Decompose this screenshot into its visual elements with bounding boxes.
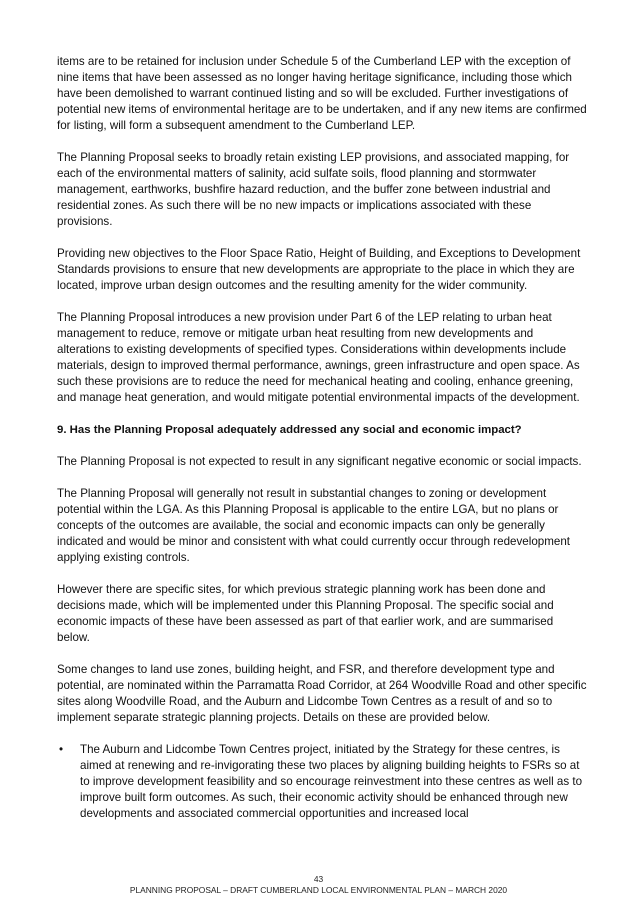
bullet-list — [57, 742, 587, 822]
list-item — [57, 742, 587, 822]
list-item-text: The Auburn and Lidcombe Town Centres project, initiated by the Strategy for these centres, is aimed at renewing and re-invigorating these two places by aligning building heights to FSRs so at to improve development feasibility and so encourage reinvestment into these centres as well as to improve built form outcomes. As such, their economic activity should be enhanced through new developments and associated commercial opportunities and increased local — [80, 743, 583, 820]
body-paragraph: However there are specific sites, for which previous strategic planning work has been done and decisions made, which will be implemented under this Planning Proposal. The specific social and economic impacts of these have been assessed as part of that earlier work, and are summarised below. — [57, 583, 554, 644]
body-paragraph: The Planning Proposal is not expected to result in any significant negative economic or social impacts. — [57, 455, 582, 468]
page-body — [57, 54, 587, 822]
section-heading: 9. Has the Planning Proposal adequately addressed any social and economic impact? — [57, 424, 522, 436]
page-number: 43 — [313, 874, 324, 884]
body-paragraph: The Planning Proposal seeks to broadly retain existing LEP provisions, and associated mapping, for each of the environmental matters of salinity, acid sulfate soils, flood planning and stormwater management, earthworks, bushfire hazard reduction, and the buffer zone between industrial and residential zones. As such there will be no new impacts or implications associated with these provisions. — [57, 151, 570, 228]
body-paragraph: The Planning Proposal will generally not result in substantial changes to zoning or development potential within the LGA. As this Planning Proposal is applicable to the entire LGA, but no plans or concepts of the outcomes are available, the social and economic impacts can only be generally indicated and would be minor and consistent with what could currently occur through redevelopment applying existing controls. — [57, 487, 570, 564]
body-paragraph: items are to be retained for inclusion under Schedule 5 of the Cumberland LEP with the exception of nine items that have been assessed as no longer having heritage significance, including those which have been demolished to warrant continued listing and so will be excluded. Further investigations of potential new items of environmental heritage are to be undertaken, and if any new items are confirmed for listing, will form a subsequent amendment to the Cumberland LEP. — [57, 55, 587, 132]
body-paragraph: Providing new objectives to the Floor Space Ratio, Height of Building, and Exceptions to Development Standards provisions to ensure that new developments are appropriate to the place in which they are located, improve urban design outcomes and the resulting amenity for the wider community. — [57, 247, 581, 292]
footer-title: PLANNING PROPOSAL – DRAFT CUMBERLAND LOCAL ENVIRONMENTAL PLAN – MARCH 2020 — [129, 885, 508, 895]
bullet-icon: • — [59, 743, 64, 756]
body-paragraph: Some changes to land use zones, building height, and FSR, and therefore development type and potential, are nominated within the Parramatta Road Corridor, at 264 Woodville Road and other specific sites along Woodville Road, and the Auburn and Lidcombe Town Centres as a result of and so to implement separate strategic planning projects. Details on these are provided below. — [57, 663, 587, 724]
body-paragraph: The Planning Proposal introduces a new provision under Part 6 of the LEP relating to urban heat management to reduce, remove or mitigate urban heat resulting from new developments and alterations to existing developments of specified types. Considerations within developments include materials, design to improved thermal performance, awnings, green infrastructure and open space. As such these provisions are to reduce the need for mechanical heating and cooling, enhance greening, and manage heat generation, and would mitigate potential environmental impacts of the development. — [57, 311, 580, 404]
